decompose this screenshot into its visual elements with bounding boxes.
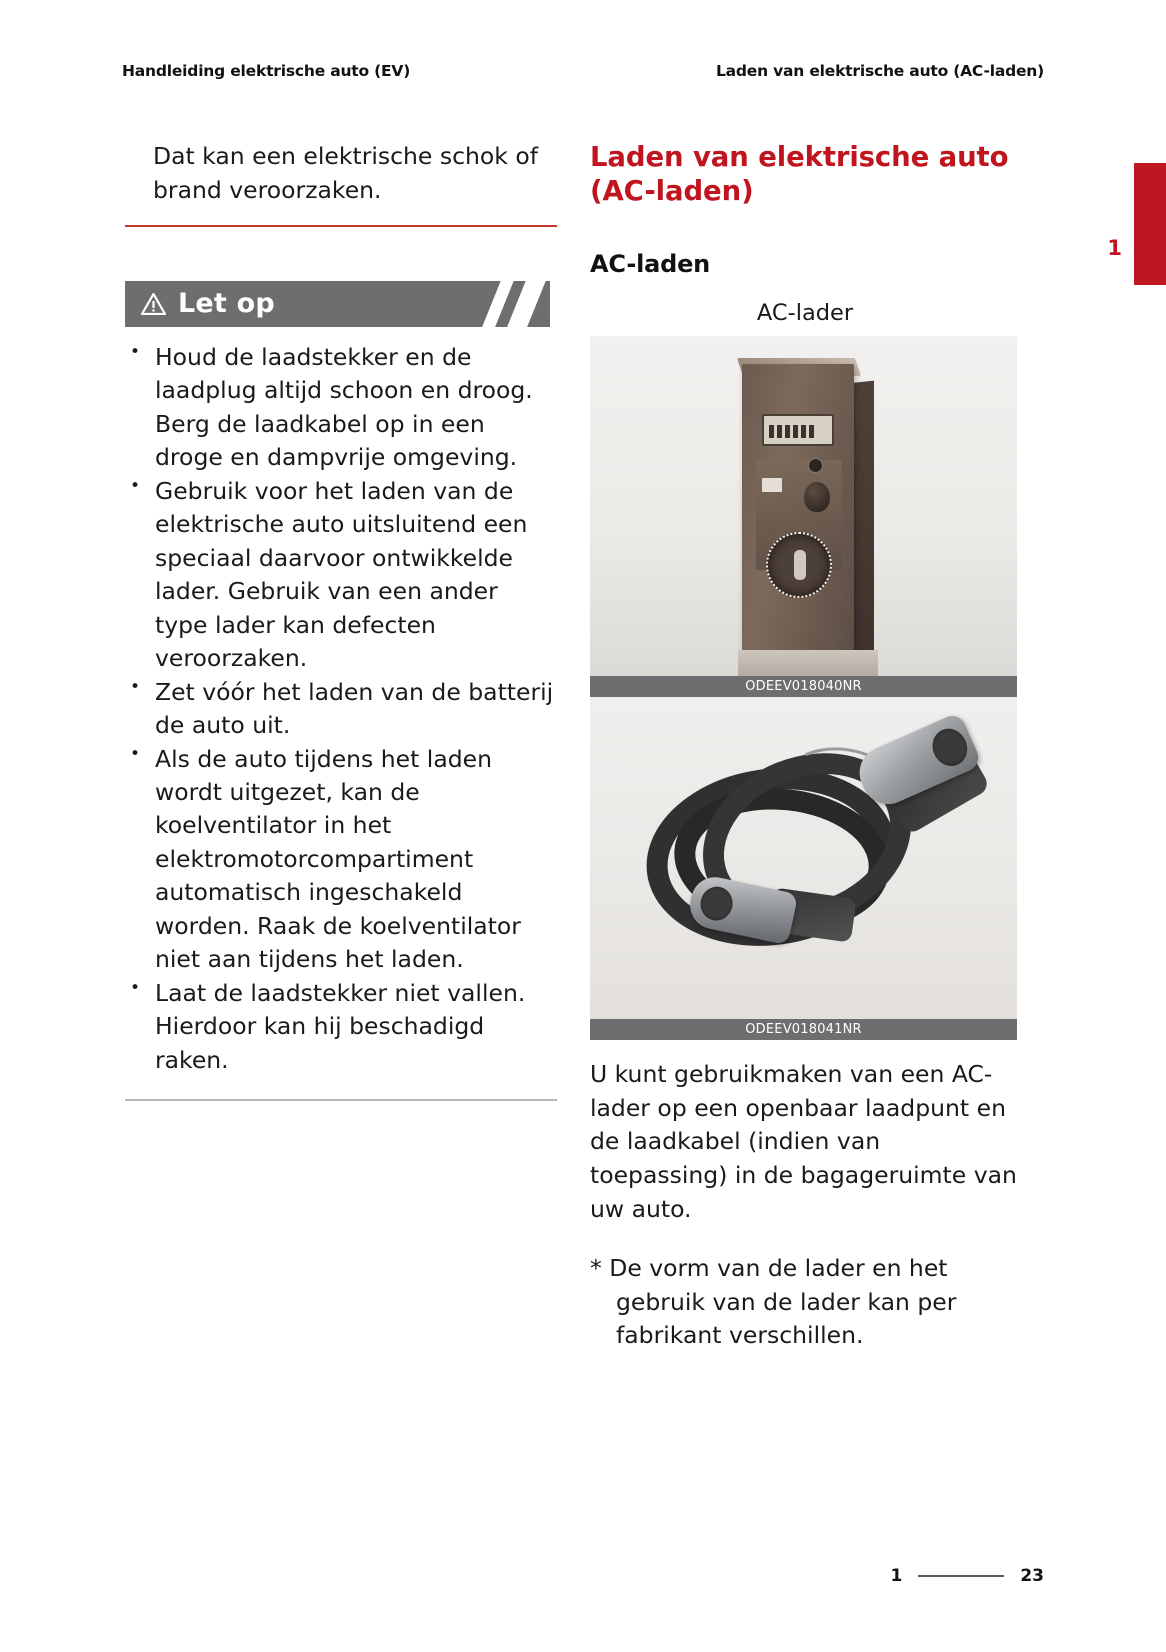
subsection-title: AC-laden bbox=[590, 250, 711, 279]
charger-knob-shape bbox=[804, 482, 830, 512]
figure-ac-cable bbox=[590, 697, 1017, 1040]
charger-socket-shape bbox=[766, 532, 832, 598]
footer-chapter-number: 1 bbox=[890, 1566, 903, 1586]
list-item: • Als de auto tijdens het laden wordt uitgezet, kan de koelventilator in het elektromotorcompartiment automatisch ingeschakeld worden. Raak de koelventilator niet aan tijdens het laden. bbox=[125, 743, 557, 977]
footnote-marker: * bbox=[590, 1254, 602, 1283]
charger-base-shape bbox=[738, 650, 878, 676]
list-item: • Zet vóór het laden van de batterij de auto uit. bbox=[125, 676, 557, 743]
list-item: • Gebruik voor het laden van de elektrische auto uitsluitend een speciaal daarvoor ontwikkelde lader. Gebruik van een ander type lader kan defecten veroorzaken. bbox=[125, 475, 557, 676]
warning-triangle-icon bbox=[141, 293, 166, 315]
charger-display-shape bbox=[762, 414, 834, 446]
charger-card-slot-shape bbox=[762, 478, 782, 492]
footer-page-number: 23 bbox=[1020, 1566, 1044, 1586]
figure-ac-charger bbox=[590, 336, 1017, 697]
footnote-text: De vorm van de lader en het gebruik van de lader kan per fabrikant verschillen. bbox=[609, 1254, 957, 1350]
red-divider bbox=[125, 225, 557, 227]
ac-cable-photo bbox=[590, 697, 1017, 1019]
header-right-title: Laden van elektrische auto (AC-laden) bbox=[715, 62, 1044, 80]
figure-caption: ODEEV018040NR bbox=[590, 676, 1017, 697]
header-left-title: Handleiding elektrische auto (EV) bbox=[122, 62, 411, 80]
chapter-thumb-tab bbox=[1134, 163, 1166, 285]
intro-paragraph: Dat kan een elektrische schok of brand veroorzaken. bbox=[153, 142, 539, 204]
body-paragraph: U kunt gebruikmaken van een AC-lader op een openbaar laadpunt en de laadkabel (indien van toepassing) in de bagageruimte van uw auto. bbox=[590, 1060, 1017, 1223]
page-footer bbox=[890, 1566, 1044, 1586]
footer-divider bbox=[918, 1575, 1004, 1577]
gray-divider bbox=[125, 1099, 557, 1101]
chapter-thumb-tab-number: 1 bbox=[1107, 236, 1122, 260]
figure-caption: ODEEV018041NR bbox=[590, 1019, 1017, 1040]
footnote bbox=[590, 1252, 1020, 1353]
caution-banner bbox=[125, 281, 550, 327]
page-title: Laden van elektrische auto (AC-laden) bbox=[590, 141, 1009, 208]
list-item: • Laat de laadstekker niet vallen. Hierdoor kan hij beschadigd raken. bbox=[125, 977, 557, 1077]
caution-list bbox=[125, 341, 557, 1078]
list-item: • Houd de laadstekker en de laadplug altijd schoon en droog. Berg de laadkabel op in een droge en dampvrije omgeving. bbox=[125, 341, 557, 475]
left-column bbox=[125, 140, 557, 1101]
caution-title: Let op bbox=[178, 288, 275, 320]
figure-label: AC-lader bbox=[756, 300, 854, 327]
ac-charger-photo bbox=[590, 336, 1017, 676]
right-column bbox=[590, 140, 1020, 1353]
page-header bbox=[122, 62, 1044, 80]
